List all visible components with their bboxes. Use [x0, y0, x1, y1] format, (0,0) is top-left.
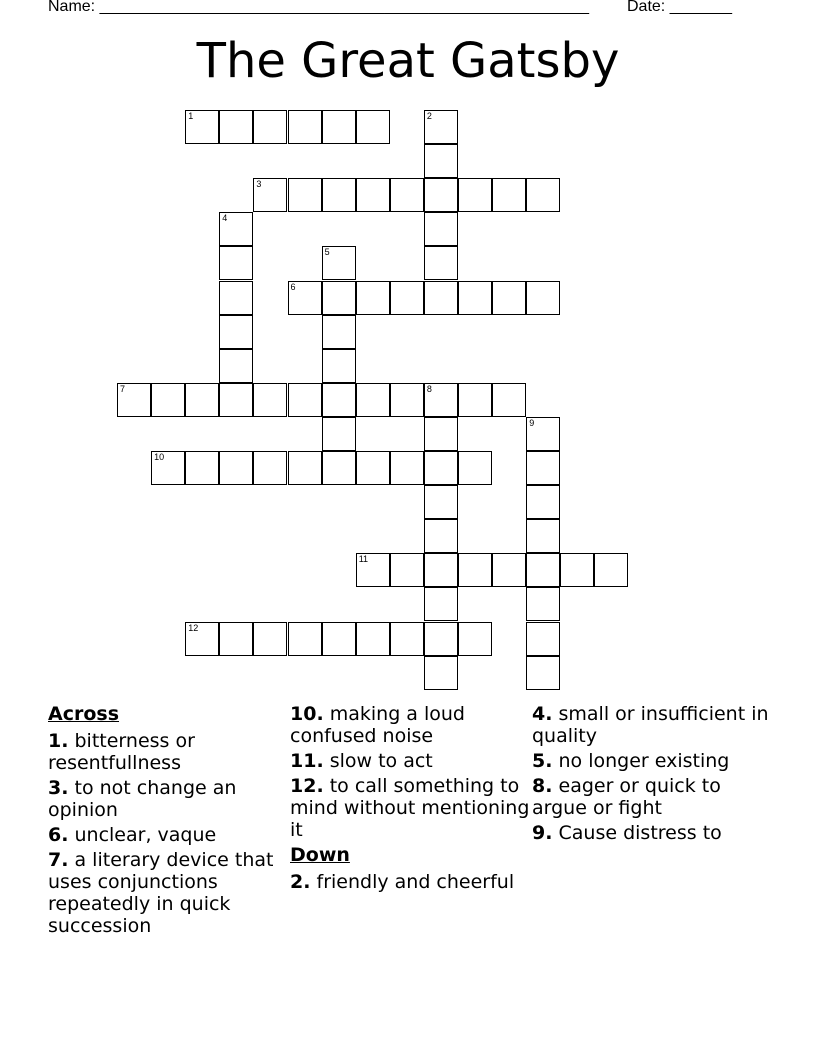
clue-number: 5. — [532, 750, 553, 772]
clue-column-2 — [290, 703, 530, 896]
grid-cell[interactable] — [219, 349, 253, 383]
grid-cell[interactable] — [424, 656, 458, 690]
grid-cell[interactable] — [117, 383, 151, 417]
clue-number: 7. — [48, 849, 69, 871]
grid-cell[interactable] — [390, 622, 424, 656]
grid-cell[interactable] — [526, 656, 560, 690]
clue-text: Cause distress to — [558, 822, 722, 844]
grid-cell[interactable] — [219, 622, 253, 656]
grid-cell[interactable] — [219, 212, 253, 246]
grid-cell[interactable] — [424, 622, 458, 656]
grid-cell[interactable] — [219, 281, 253, 315]
clue-number: 10 — [154, 452, 165, 462]
grid-cell[interactable] — [458, 178, 492, 212]
grid-cell[interactable] — [356, 451, 390, 485]
clue-number: 4. — [532, 703, 553, 725]
grid-cell[interactable] — [322, 315, 356, 349]
grid-cell[interactable] — [322, 451, 356, 485]
grid-cell[interactable] — [356, 110, 390, 144]
grid-cell[interactable] — [185, 110, 219, 144]
grid-cell[interactable] — [492, 383, 526, 417]
clue-text: a literary device that uses conjunctions repeatedly in quick succession — [48, 849, 274, 937]
grid-cell[interactable] — [424, 417, 458, 451]
clue-column-1 — [48, 703, 288, 940]
grid-cell[interactable] — [424, 281, 458, 315]
clue-item — [532, 822, 772, 844]
grid-cell[interactable] — [492, 281, 526, 315]
clue-item — [532, 703, 772, 747]
section-heading: Across — [48, 703, 120, 725]
grid-cell[interactable] — [424, 178, 458, 212]
grid-cell[interactable] — [253, 451, 287, 485]
clue-item — [290, 703, 530, 747]
clue-number: 11 — [358, 554, 369, 565]
grid-cell[interactable] — [356, 178, 390, 212]
grid-cell[interactable] — [322, 622, 356, 656]
grid-cell[interactable] — [526, 553, 560, 587]
grid-cell[interactable] — [322, 417, 356, 451]
grid-cell[interactable] — [288, 110, 322, 144]
grid-cell[interactable] — [526, 587, 560, 621]
grid-cell[interactable] — [288, 383, 322, 417]
grid-cell[interactable] — [424, 144, 458, 178]
grid-cell[interactable] — [526, 622, 560, 656]
grid-cell[interactable] — [492, 178, 526, 212]
clue-item — [48, 849, 288, 937]
clue-text: slow to act — [329, 750, 433, 772]
grid-cell[interactable] — [253, 110, 287, 144]
grid-cell[interactable] — [390, 553, 424, 587]
clue-number: 4 — [222, 213, 228, 224]
grid-cell[interactable] — [424, 519, 458, 553]
grid-cell[interactable] — [594, 553, 628, 587]
clue-number: 6. — [48, 824, 69, 846]
clue-item — [48, 777, 288, 821]
grid-cell[interactable] — [356, 622, 390, 656]
grid-cell[interactable] — [185, 622, 219, 656]
grid-cell[interactable] — [322, 178, 356, 212]
clue-text: eager or quick to argue or fight — [532, 775, 721, 819]
clue-number: 9. — [532, 822, 553, 844]
clue-text: to call something to mind without mentioning it — [290, 775, 530, 841]
clue-number: 6 — [290, 281, 296, 292]
grid-cell[interactable] — [424, 110, 458, 144]
clue-number: 8. — [532, 775, 553, 797]
clue-text: friendly and cheerful — [316, 871, 515, 893]
grid-cell[interactable] — [288, 622, 322, 656]
clue-number: 8 — [426, 383, 432, 394]
clue-item — [532, 750, 772, 772]
grid-cell[interactable] — [356, 383, 390, 417]
clue-number: 2. — [290, 871, 311, 893]
clue-number: 3 — [256, 179, 262, 190]
grid-cell[interactable] — [322, 349, 356, 383]
clue-text: making a loud confused noise — [290, 703, 465, 747]
grid-cell[interactable] — [151, 383, 185, 417]
clue-text: unclear, vaque — [74, 824, 217, 846]
clue-item — [290, 871, 530, 893]
clue-item — [48, 824, 288, 846]
grid-cell[interactable] — [253, 622, 287, 656]
grid-cell[interactable] — [526, 417, 560, 451]
grid-cell[interactable] — [288, 281, 322, 315]
grid-cell[interactable] — [526, 485, 560, 519]
grid-cell[interactable] — [185, 451, 219, 485]
grid-cell[interactable] — [322, 383, 356, 417]
grid-cell[interactable] — [492, 553, 526, 587]
grid-cell[interactable] — [424, 451, 458, 485]
grid-cell[interactable] — [185, 383, 219, 417]
clue-text: small or insufficient in quality — [532, 703, 769, 747]
clue-number: 2 — [426, 111, 432, 121]
section-heading: Down — [290, 844, 350, 866]
clue-text: to not change an opinion — [48, 777, 237, 821]
grid-cell[interactable] — [288, 451, 322, 485]
grid-cell[interactable] — [458, 451, 492, 485]
grid-cell[interactable] — [219, 451, 253, 485]
clue-item — [290, 750, 530, 772]
clue-number: 5 — [324, 247, 330, 258]
grid-cell[interactable] — [219, 110, 253, 144]
grid-cell[interactable] — [424, 553, 458, 587]
clue-number: 12 — [188, 622, 199, 633]
grid-cell[interactable] — [526, 178, 560, 212]
grid-cell[interactable] — [219, 383, 253, 417]
clue-number: 11. — [290, 750, 324, 772]
grid-cell[interactable] — [458, 383, 492, 417]
grid-cell[interactable] — [356, 281, 390, 315]
grid-cell[interactable] — [288, 178, 322, 212]
clue-number: 7 — [120, 383, 126, 394]
name-field: Name: _______________________________________________________ — [48, 0, 589, 15]
clue-item — [532, 775, 772, 819]
grid-cell[interactable] — [390, 451, 424, 485]
grid-cell[interactable] — [526, 519, 560, 553]
grid-cell[interactable] — [322, 246, 356, 280]
grid-cell[interactable] — [424, 212, 458, 246]
clue-number: 10. — [290, 703, 324, 725]
clue-text: bitterness or resentfullness — [48, 730, 195, 774]
grid-cell[interactable] — [458, 281, 492, 315]
grid-cell[interactable] — [356, 553, 390, 587]
grid-cell[interactable] — [424, 587, 458, 621]
grid-cell[interactable] — [424, 485, 458, 519]
grid-cell[interactable] — [322, 110, 356, 144]
clue-number: 1 — [188, 111, 194, 121]
grid-cell[interactable] — [424, 383, 458, 417]
clue-number: 1. — [48, 730, 69, 752]
clue-column-3 — [532, 703, 772, 847]
grid-cell[interactable] — [390, 281, 424, 315]
grid-cell[interactable] — [560, 553, 594, 587]
grid-cell[interactable] — [219, 315, 253, 349]
grid-cell[interactable] — [458, 622, 492, 656]
puzzle-title: The Great Gatsby — [196, 33, 620, 89]
grid-cell[interactable] — [219, 246, 253, 280]
clue-item — [290, 775, 530, 841]
clue-item — [48, 730, 288, 774]
grid-cell[interactable] — [526, 451, 560, 485]
clue-number: 3. — [48, 777, 69, 799]
grid-cell[interactable] — [322, 281, 356, 315]
clue-text: no longer existing — [558, 750, 730, 772]
grid-cell[interactable] — [390, 383, 424, 417]
grid-cell[interactable] — [424, 246, 458, 280]
grid-cell[interactable] — [526, 281, 560, 315]
clue-number: 12. — [290, 775, 324, 797]
clue-number: 9 — [529, 417, 535, 428]
grid-cell[interactable] — [390, 178, 424, 212]
grid-cell[interactable] — [253, 383, 287, 417]
grid-cell[interactable] — [253, 178, 287, 212]
grid-cell[interactable] — [151, 451, 185, 485]
grid-cell[interactable] — [458, 553, 492, 587]
date-field: Date: _______ — [627, 0, 732, 15]
